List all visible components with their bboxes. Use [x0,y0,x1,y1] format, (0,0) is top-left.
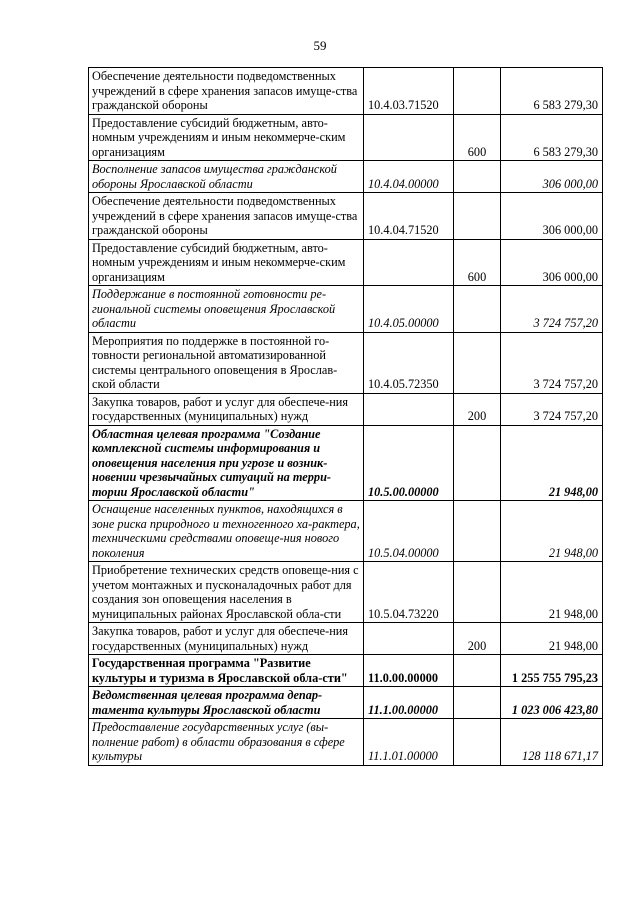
row-expense-type-cell: 600 [454,114,501,161]
row-code-cell: 10.4.05.00000 [364,286,454,333]
table-row [89,655,603,687]
row-code-cell: 10.5.04.00000 [364,501,454,562]
row-expense-type-cell [454,68,501,115]
row-name-cell: Закупка товаров, работ и услуг для обеспече-ния государственных (муниципальных) нужд [89,623,364,655]
row-amount-cell: 3 724 757,20 [501,332,603,393]
table-row [89,193,603,240]
row-name-cell: Мероприятия по поддержке в постоянной го-товности региональной автоматизированной системы центрального оповещения в Ярослав-ской области [89,332,364,393]
row-expense-type-cell [454,286,501,333]
row-expense-type-cell [454,193,501,240]
row-expense-type-cell: 200 [454,393,501,425]
row-amount-cell: 3 724 757,20 [501,393,603,425]
table-row [89,501,603,562]
table-row [89,239,603,286]
row-name-cell: Государственная программа "Развитие культуры и туризма в Ярославской обла-сти" [89,655,364,687]
row-name-cell: Закупка товаров, работ и услуг для обеспече-ния государственных (муниципальных) нужд [89,393,364,425]
row-code-cell: 10.4.04.71520 [364,193,454,240]
row-expense-type-cell [454,655,501,687]
row-code-cell [364,623,454,655]
table-row [89,719,603,766]
row-amount-cell: 21 948,00 [501,425,603,501]
row-code-cell: 10.4.04.00000 [364,161,454,193]
row-amount-cell: 128 118 671,17 [501,719,603,766]
table-row [89,687,603,719]
row-name-cell: Поддержание в постоянной готовности ре-гиональной системы оповещения Ярославской области [89,286,364,333]
row-amount-cell: 21 948,00 [501,562,603,623]
budget-table-body [89,68,603,766]
row-code-cell: 10.5.04.73220 [364,562,454,623]
row-name-cell: Восполнение запасов имущества гражданской обороны Ярославской области [89,161,364,193]
row-name-cell: Обеспечение деятельности подведомственных учреждений в сфере хранения запасов имуще-ства гражданской обороны [89,193,364,240]
table-row [89,286,603,333]
row-name-cell: Приобретение технических средств оповеще-ния с учетом монтажных и пусконаладочных работ для создания зон оповещения населения в муниципальных районах Ярославской обла-сти [89,562,364,623]
table-row [89,68,603,115]
row-code-cell [364,114,454,161]
row-name-cell: Предоставление субсидий бюджетным, авто-номным учреждениям и иным некоммерче-ским организациям [89,114,364,161]
row-expense-type-cell [454,425,501,501]
row-code-cell: 11.1.00.00000 [364,687,454,719]
page-number: 59 [313,38,327,53]
row-name-cell: Предоставление государственных услуг (вы-полнение работ) в области образования в сфере культуры [89,719,364,766]
row-name-cell: Обеспечение деятельности подведомственных учреждений в сфере хранения запасов имуще-ства гражданской обороны [89,68,364,115]
table-row [89,562,603,623]
row-amount-cell: 6 583 279,30 [501,114,603,161]
row-expense-type-cell [454,687,501,719]
row-expense-type-cell [454,161,501,193]
row-expense-type-cell [454,501,501,562]
table-row [89,161,603,193]
row-expense-type-cell [454,719,501,766]
row-expense-type-cell [454,332,501,393]
row-code-cell: 10.5.00.00000 [364,425,454,501]
row-name-cell: Предоставление субсидий бюджетным, авто-номным учреждениям и иным некоммерче-ским организациям [89,239,364,286]
row-name-cell: Ведомственная целевая программа депар-тамента культуры Ярославской области [89,687,364,719]
row-amount-cell: 1 255 755 795,23 [501,655,603,687]
row-code-cell: 11.0.00.00000 [364,655,454,687]
table-row [89,393,603,425]
table-row [89,425,603,501]
row-code-cell [364,239,454,286]
row-code-cell: 10.4.05.72350 [364,332,454,393]
row-code-cell: 11.1.01.00000 [364,719,454,766]
row-amount-cell: 3 724 757,20 [501,286,603,333]
table-row [89,623,603,655]
budget-table [88,67,603,766]
row-code-cell: 10.4.03.71520 [364,68,454,115]
row-expense-type-cell: 200 [454,623,501,655]
row-name-cell: Областная целевая программа "Создание комплексной системы информирования и оповещения населения при угрозе и возник-новении чрезвычайных ситуаций на терри-тории Ярославской области" [89,425,364,501]
row-amount-cell: 306 000,00 [501,161,603,193]
row-amount-cell: 21 948,00 [501,501,603,562]
row-code-cell [364,393,454,425]
row-name-cell: Оснащение населенных пунктов, находящихся в зоне риска природного и техногенного ха-рактера, техническими средствами оповеще-ния нового поколения [89,501,364,562]
row-amount-cell: 306 000,00 [501,239,603,286]
row-amount-cell: 6 583 279,30 [501,68,603,115]
row-expense-type-cell: 600 [454,239,501,286]
table-row [89,332,603,393]
table-row [89,114,603,161]
row-amount-cell: 21 948,00 [501,623,603,655]
row-expense-type-cell [454,562,501,623]
row-amount-cell: 306 000,00 [501,193,603,240]
row-amount-cell: 1 023 006 423,80 [501,687,603,719]
